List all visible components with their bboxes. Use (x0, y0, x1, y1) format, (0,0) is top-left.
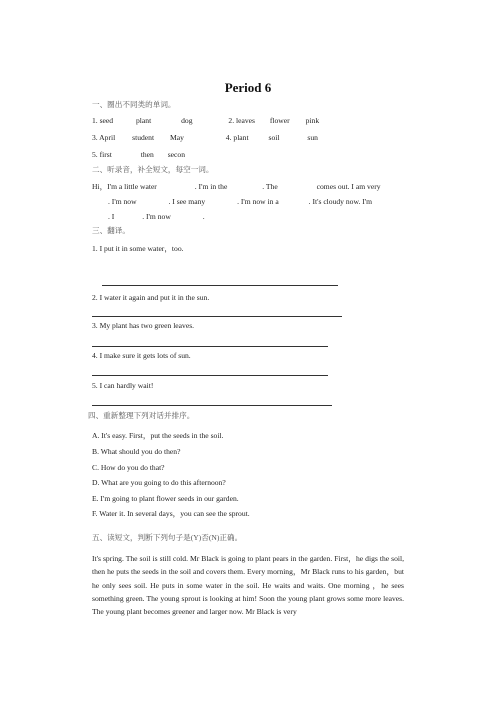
translation-item-5: 5. I can hardly wait! (92, 381, 154, 390)
section1-heading: 一、圈出不同类的单词。 (92, 100, 176, 109)
dialog-line-c: C. How do you do that? (92, 463, 165, 472)
answer-line (92, 375, 328, 376)
section2-line-3 (108, 212, 205, 222)
reading-paragraph: It's spring. The soil is still cold. Mr Black is going to plant pears in the garden. First，he digs the soil, then he puts the seeds in the soil and covers them. Every morning，Mr Black runs to his garden，but he only sees soil. He puts in some water in the soil. He waits and waits. One morning ，he sees something green. The young sprout is looking at him! Soon the young plant grows some more leaves. The young plant becomes greener and larger now. Mr Black is very (92, 554, 404, 617)
section2-heading: 二、听录音，补全短文，每空一词。 (92, 165, 214, 174)
word: 4. plant (225, 133, 249, 142)
answer-line (92, 316, 342, 317)
dialog-line-f: F. Water it. In several days，you can see the sprout. (92, 509, 250, 518)
section1-row-1 (92, 116, 319, 126)
answer-line (92, 346, 328, 347)
word: 5. first (92, 150, 112, 159)
section5-heading: 五、读短文，判断下列句子是(Y)否(N)正确。 (92, 533, 243, 542)
word: secon (167, 150, 186, 159)
section4-heading: 四、重新整理下列对话并排序。 (88, 411, 195, 420)
text-segment: . I (108, 212, 115, 221)
word: flower (269, 116, 290, 125)
word: 3. April (92, 133, 116, 142)
word: 1. seed (92, 116, 114, 125)
word: student (132, 133, 155, 142)
word: sun (307, 133, 318, 142)
section2-line-1 (92, 182, 381, 192)
section3-heading: 三、翻译。 (92, 226, 130, 235)
text-segment: . It's cloudy now. I'm (308, 197, 373, 206)
translation-item-2: 2. I water it again and put it in the sun. (92, 293, 210, 302)
text-segment: . I'm now in a (237, 197, 279, 206)
section1-row-2 (92, 133, 318, 143)
word: pink (305, 116, 320, 125)
word: plant (136, 116, 152, 125)
text-segment: . I'm now (108, 197, 137, 206)
text-segment: . I'm in the (194, 182, 228, 191)
text-segment: . I see many (168, 197, 206, 206)
answer-line (102, 285, 338, 286)
section2-line-2 (108, 197, 372, 207)
translation-item-3: 3. My plant has two green leaves. (92, 321, 195, 330)
word: dog (181, 116, 193, 125)
section1-row-3 (92, 150, 185, 160)
answer-line (92, 405, 332, 406)
text-segment: comes out. I am very (316, 182, 381, 191)
dialog-line-a: A. It's easy. First，put the seeds in the soil. (92, 431, 224, 440)
dialog-line-d: D. What are you going to do this afternoon? (92, 478, 226, 487)
text-segment: Hi，I'm a little water (92, 182, 157, 191)
text-segment: . (202, 212, 205, 221)
word: soil (268, 133, 280, 142)
translation-item-4: 4. I make sure it gets lots of sun. (92, 351, 191, 360)
text-segment: . The (262, 182, 278, 191)
dialog-line-b: B. What should you do then? (92, 447, 181, 456)
word: 2. leaves (228, 116, 255, 125)
translation-item-1: 1. I put it in some water，too. (92, 244, 184, 253)
word: May (169, 133, 184, 142)
page-title: Period 6 (224, 80, 272, 95)
text-segment: . I'm now (142, 212, 171, 221)
dialog-line-e: E. I'm going to plant flower seeds in our garden. (92, 494, 239, 503)
word: then (140, 150, 154, 159)
